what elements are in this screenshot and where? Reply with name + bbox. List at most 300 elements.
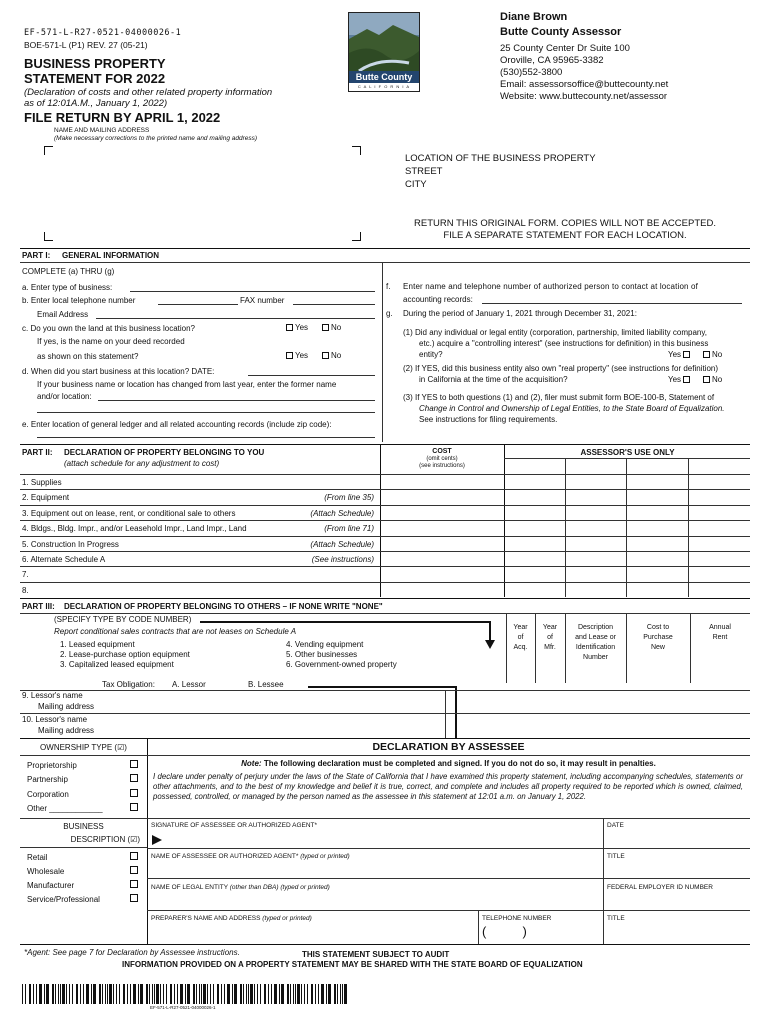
part1-f2-label: accounting records: (403, 295, 473, 304)
name-agent-note: (typed or printed) (300, 853, 350, 860)
barcode-bar (326, 984, 327, 1004)
mailing-address-window[interactable] (44, 146, 274, 238)
business-description-label2: DESCRIPTION (☑) (70, 835, 140, 844)
sign-here-arrow-icon (152, 835, 162, 845)
barcode-bar (109, 984, 112, 1004)
divider (20, 444, 750, 445)
contact-person-field[interactable] (482, 303, 742, 304)
assessor-address1: 25 County Center Dr Suite 100 (500, 43, 630, 54)
lessor-col-divider (445, 690, 446, 738)
q1-line1: (1) Did any individual or legal entity (corporation, partnership, limited liability company, (403, 328, 707, 337)
barcode-bar (29, 984, 31, 1004)
barcode-bar (301, 984, 302, 1004)
barcode-bar (234, 984, 237, 1004)
barcode-bar (321, 984, 324, 1004)
part1-e-label: e. Enter location of general ledger and all related accounting records (include zip code): (22, 420, 332, 429)
boe-shared-notice: INFORMATION PROVIDED ON A PROPERTY STATEMENT MAY BE SHARED WITH THE STATE BOARD OF EQUALIZATION (122, 960, 583, 969)
form-title-line2: STATEMENT FOR 2022 (24, 71, 166, 86)
former-name-field-2[interactable] (37, 412, 375, 413)
barcode-bar (123, 984, 125, 1004)
arrow-down-icon (485, 640, 495, 649)
barcode-bar (337, 984, 338, 1004)
barcode-bar (133, 984, 136, 1004)
business-service-checkbox[interactable] (130, 894, 138, 902)
ownership-corporation-checkbox[interactable] (130, 789, 138, 797)
barcode-bar (130, 984, 131, 1004)
barcode-bar (307, 984, 308, 1004)
deed-recorded-yes[interactable] (286, 351, 308, 360)
part1-d3-label: and/or location: (37, 392, 92, 401)
assessor-phone: (530)552-3800 (500, 67, 563, 78)
checkbox-icon[interactable] (322, 352, 329, 359)
form-id: BOE-571-L (P1) REV. 27 (05-21) (24, 40, 148, 50)
part1-c2-label: If yes, is the name on your deed recorded (37, 337, 185, 346)
barcode-bar (66, 984, 67, 1004)
q2-no[interactable] (703, 375, 722, 384)
barcode-bar (224, 984, 225, 1004)
part2-row-label: 5. Construction In Progress (22, 540, 119, 549)
part1-a-label: a. Enter type of business: (22, 283, 113, 292)
barcode-bar (201, 984, 202, 1004)
barcode-bar (246, 984, 247, 1004)
lessor9-label: 9. Lessor's name (22, 691, 83, 700)
barcode-bar (156, 984, 159, 1004)
assessor-name: Diane Brown (500, 11, 568, 23)
agent-footnote: *Agent: See page 7 for Declaration by Assessee instructions. (24, 948, 240, 957)
divider (20, 690, 750, 691)
declaration-note (147, 759, 750, 768)
part2-row-label: 8. (22, 586, 29, 595)
own-land-yes[interactable] (286, 323, 308, 332)
legal-entity-note: (other than DBA) (typed or printed) (229, 884, 330, 891)
part1-column-divider (382, 262, 383, 442)
tax-lessor-option[interactable]: A. Lessor (172, 680, 206, 689)
business-retail: Retail (27, 853, 48, 862)
part2-cost-cell[interactable] (381, 475, 503, 489)
part2-cost-cell[interactable] (381, 521, 503, 535)
barcode-bar (334, 984, 336, 1004)
divider (20, 755, 147, 756)
fax-label: FAX number (240, 296, 285, 305)
part2-heading: DECLARATION OF PROPERTY BELONGING TO YOU (64, 448, 265, 457)
part2-subheading: (attach schedule for any adjustment to cost) (64, 459, 220, 468)
barcode-bar (127, 984, 128, 1004)
note-label: Note: (241, 759, 262, 768)
barcode-bar (243, 984, 244, 1004)
barcode-bar (180, 984, 183, 1004)
legal-entity-label (151, 884, 330, 891)
barcode-bar (250, 984, 253, 1004)
audit-notice: THIS STATEMENT SUBJECT TO AUDIT (302, 950, 450, 959)
barcode-bar (39, 984, 42, 1004)
barcode-bar (22, 984, 23, 1004)
barcode-bar (196, 984, 197, 1004)
col-year-mfr-1: Year (542, 624, 558, 631)
checkbox-icon[interactable] (286, 352, 293, 359)
business-manufacturer: Manufacturer (27, 881, 75, 890)
barcode-bar (83, 984, 84, 1004)
barcode-bar (46, 984, 49, 1004)
email-field[interactable] (96, 318, 375, 319)
corner-bottom-right (352, 232, 361, 241)
assessor-column-1 (565, 458, 566, 597)
logo-text: Butte County (349, 71, 419, 83)
assessor-column-3 (688, 458, 689, 597)
divider (20, 818, 147, 819)
declaration-text: I declare under penalty of perjury under the laws of the State of California that I have examined this property statement, including accompanying schedules, statements or other attachments, and to the best of my knowledge and belief it is true, correct, and complete and includes all property required to be reported which is owned, claimed, possessed, controlled, or managed by the person named as the assessee in this statement at 12:01 a.m. on January 1, 2022. (153, 772, 743, 801)
col-cost-2: Purchase (643, 634, 673, 641)
barcode-bar (154, 984, 155, 1004)
assessor-email: Email: assessorsoffice@buttecounty.net (500, 79, 669, 90)
logo-subtext: C A L I F O R N I A (357, 84, 411, 89)
part2-row-note: (From line 71) (324, 524, 374, 533)
col-description (565, 623, 626, 663)
form-subtitle-line1: (Declaration of costs and other related property information (24, 87, 273, 98)
q3-line3: See instructions for filing requirements. (419, 415, 558, 424)
ownership-type-label: OWNERSHIP TYPE (☑) (40, 743, 127, 752)
part2-row-label: 3. Equipment out on lease, rent, or conditional sale to others (22, 509, 236, 518)
no-label: No (331, 351, 342, 360)
divider (20, 598, 750, 599)
barcode-bar (119, 984, 120, 1004)
barcode-bar (304, 984, 305, 1004)
declaration-col-divider (478, 910, 479, 944)
arrow-line (200, 621, 490, 623)
telephone-field[interactable]: ( ) (482, 924, 527, 939)
lessor10-label: 10. Lessor's name (22, 715, 88, 724)
part1-d2-label: If your business name or location has changed from last year, enter the former name (37, 380, 337, 389)
code-6: 6. Government-owned property (286, 660, 397, 669)
mailing10-label: Mailing address (38, 726, 95, 735)
divider (20, 613, 750, 614)
ownership-partnership-checkbox[interactable] (130, 774, 138, 782)
location-city[interactable]: CITY (405, 179, 427, 190)
ledger-location-field[interactable] (37, 437, 375, 438)
barcode-bar (328, 984, 331, 1004)
email-label: Email Address (37, 310, 89, 319)
barcode-icon (22, 984, 352, 1004)
barcode-bar (293, 984, 294, 1004)
divider (20, 738, 750, 739)
title2-label: TITLE (607, 915, 625, 922)
barcode-bar (185, 984, 186, 1004)
divider (504, 458, 750, 459)
yes-label: Yes (295, 323, 309, 332)
barcode-bar (193, 984, 195, 1004)
left-panel-divider (147, 738, 148, 944)
part1-b-label: b. Enter local telephone number (22, 296, 136, 305)
start-date-field[interactable] (248, 375, 375, 376)
col-cost-3: New (650, 644, 665, 651)
location-label: LOCATION OF THE BUSINESS PROPERTY (405, 153, 596, 164)
barcode-bar (315, 984, 316, 1004)
part1-heading-num: PART I: (22, 251, 51, 260)
col-cost-1: Cost to (646, 624, 670, 631)
corner-top-left (44, 146, 53, 155)
name-agent-label (151, 853, 350, 860)
mailing-note: (Make necessary corrections to the printed name and mailing address) (54, 135, 258, 142)
barcode-bar (76, 984, 78, 1004)
barcode-bar (281, 984, 284, 1004)
barcode-bar (271, 984, 272, 1004)
col-desc-3: Identification (575, 644, 616, 651)
barcode-bar (25, 984, 26, 1004)
q1-no[interactable] (703, 350, 722, 359)
barcode-bar (60, 984, 61, 1004)
col-rent-1: Annual (709, 624, 731, 631)
date-label: DATE (607, 822, 624, 829)
barcode-bar (152, 984, 153, 1004)
barcode-bar (210, 984, 211, 1004)
barcode-bar (174, 984, 175, 1004)
divider (147, 878, 750, 879)
date-field[interactable] (607, 832, 747, 846)
q1-yes[interactable] (668, 350, 692, 359)
barcode-bar (232, 984, 233, 1004)
part2-cost-cell[interactable] (381, 583, 503, 597)
business-retail-checkbox[interactable] (130, 852, 138, 860)
checkbox-icon[interactable] (703, 376, 710, 383)
arrow-line (308, 686, 456, 688)
barcode-bar (86, 984, 89, 1004)
code-1: 1. Leased equipment (60, 640, 135, 649)
location-street[interactable]: STREET (405, 166, 443, 177)
return-notice-2: FILE A SEPARATE STATEMENT FOR EACH LOCATION. (443, 230, 687, 241)
barcode-bar (102, 984, 103, 1004)
part2-cost-cell[interactable] (381, 537, 503, 551)
barcode-bar (240, 984, 242, 1004)
part2-cost-cell[interactable] (381, 490, 503, 504)
corner-bottom-left (44, 232, 53, 241)
business-wholesale-checkbox[interactable] (130, 866, 138, 874)
cost-header: COST (432, 448, 452, 455)
landscape-icon (349, 13, 419, 71)
part3-report-note: Report conditional sales contracts that are not leases on Schedule A (54, 627, 297, 636)
code-3: 3. Capitalized leased equipment (60, 660, 174, 669)
q2-yes[interactable] (668, 375, 692, 384)
divider (147, 755, 750, 756)
fein-label: FEDERAL EMPLOYER ID NUMBER (607, 884, 713, 891)
checkbox-icon[interactable] (286, 324, 293, 331)
barcode-bar (160, 984, 161, 1004)
signature-field[interactable] (166, 832, 598, 846)
business-description-label1: BUSINESS (63, 822, 104, 831)
part2-cost-cell[interactable] (381, 552, 503, 566)
corner-top-right (352, 146, 361, 155)
part3-heading-num: PART III: (22, 602, 55, 611)
checkbox-icon[interactable] (703, 351, 710, 358)
barcode-bar (44, 984, 45, 1004)
file-return-deadline: FILE RETURN BY APRIL 1, 2022 (24, 110, 221, 125)
declaration-heading: DECLARATION BY ASSESSEE (372, 741, 525, 753)
business-manufacturer-checkbox[interactable] (130, 880, 138, 888)
barcode-bar (140, 984, 143, 1004)
part2-row-label: 6. Alternate Schedule A (22, 555, 106, 564)
part1-complete: COMPLETE (a) THRU (g) (22, 267, 115, 276)
barcode-bar (227, 984, 230, 1004)
barcode-bar (99, 984, 101, 1004)
barcode-bar (93, 984, 96, 1004)
tax-lessee-option[interactable]: B. Lessee (248, 680, 284, 689)
barcode-bar (260, 984, 261, 1004)
name-agent-text: NAME OF ASSESSEE OR AUTHORIZED AGENT* (151, 853, 299, 860)
col-desc-4: Number (583, 654, 608, 661)
barcode-bar (318, 984, 319, 1004)
col-year-acq-1: Year (513, 624, 528, 631)
part2-cost-cell[interactable] (381, 567, 503, 581)
butte-county-logo (348, 12, 420, 92)
col-cost-to-purchase (626, 623, 690, 653)
barcode-bar (248, 984, 249, 1004)
part2-row-label: 1. Supplies (22, 478, 62, 487)
barcode-bar (221, 984, 222, 1004)
own-land-no[interactable] (322, 323, 341, 332)
part2-heading-num: PART II: (22, 448, 53, 457)
col-desc-1: Description (577, 624, 613, 631)
checkbox-icon[interactable] (683, 376, 690, 383)
barcode-bar (177, 984, 178, 1004)
assessor-address2: Oroville, CA 95965-3382 (500, 55, 604, 66)
barcode-bar (91, 984, 92, 1004)
barcode-bar (287, 984, 289, 1004)
q1-line3: entity? (419, 350, 443, 359)
ownership-other[interactable]: Other ____________ (27, 804, 103, 813)
divider (147, 848, 750, 849)
col-year-acq-3: Acq. (513, 644, 528, 651)
assessor-website: Website: www.buttecounty.net/assessor (500, 91, 668, 102)
part3-specify: (SPECIFY TYPE BY CODE NUMBER) (54, 615, 192, 624)
ownership-partnership: Partnership (27, 775, 68, 784)
ownership-other-checkbox[interactable] (130, 803, 138, 811)
q3-line2: Change in Control and Ownership of Legal Entities, to the State Board of Equalization. (419, 404, 725, 413)
barcode-bar (268, 984, 269, 1004)
barcode-bar (207, 984, 208, 1004)
col-desc-2: and Lease or (575, 634, 616, 641)
title-label: TITLE (607, 853, 625, 860)
barcode-bar (274, 984, 277, 1004)
business-wholesale: Wholesale (27, 867, 65, 876)
checkbox-icon[interactable] (683, 351, 690, 358)
part2-row-note: (From line 35) (324, 493, 374, 502)
col-annual-rent (690, 623, 750, 643)
form-code: EF-571-L-R27-0521-04000026-1 (24, 28, 182, 38)
col-year-mfr-2: of (547, 634, 553, 641)
checkbox-icon[interactable] (322, 324, 329, 331)
barcode-bar (340, 984, 341, 1004)
cost-subheader-1: (omit cents) (426, 456, 458, 462)
divider (20, 847, 147, 848)
col-year-acq (506, 623, 535, 653)
barcode-bar (311, 984, 313, 1004)
signature-label: SIGNATURE OF ASSESSEE OR AUTHORIZED AGENT* (151, 822, 318, 829)
preparer-note: (typed or printed) (262, 915, 312, 922)
code-2: 2. Lease-purchase option equipment (60, 650, 190, 659)
barcode-bar (149, 984, 150, 1004)
barcode-bar (217, 984, 219, 1004)
col-year-mfr (535, 623, 565, 653)
barcode-bar (107, 984, 108, 1004)
barcode-bar (279, 984, 280, 1004)
barcode-bar (62, 984, 65, 1004)
barcode-bar (116, 984, 117, 1004)
barcode-bar (69, 984, 70, 1004)
deed-recorded-no[interactable] (322, 351, 341, 360)
barcode-bar (297, 984, 300, 1004)
divider (147, 818, 750, 819)
preparer-text: PREPARER'S NAME AND ADDRESS (151, 915, 261, 922)
barcode-bar (166, 984, 167, 1004)
col-year-mfr-3: Mfr. (544, 644, 556, 651)
form-title-line1: BUSINESS PROPERTY (24, 56, 166, 71)
yes-label: Yes (295, 351, 309, 360)
code-5: 5. Other businesses (286, 650, 358, 659)
divider (20, 944, 750, 945)
cost-subheader-2: (see instructions) (419, 463, 465, 469)
part3-heading: DECLARATION OF PROPERTY BELONGING TO OTHERS – IF NONE WRITE "NONE" (64, 602, 383, 611)
code-4: 4. Vending equipment (286, 640, 364, 649)
note-text: The following declaration must be completed and signed. If you do not do so, it may result in penalties. (263, 759, 656, 768)
barcode-bar (36, 984, 37, 1004)
barcode-bar (170, 984, 172, 1004)
barcode-bar (146, 984, 148, 1004)
ownership-proprietorship: Proprietorship (27, 761, 77, 770)
barcode-bar (344, 984, 347, 1004)
barcode-bar (342, 984, 343, 1004)
ownership-proprietorship-checkbox[interactable] (130, 760, 138, 768)
tax-obligation-label: Tax Obligation: (102, 680, 155, 689)
assessor-column-2 (626, 458, 627, 597)
col-year-acq-2: of (517, 634, 524, 641)
barcode-bar (203, 984, 206, 1004)
barcode-bar (295, 984, 296, 1004)
declaration-col-divider (603, 818, 604, 944)
part2-row-label: 7. (22, 570, 29, 579)
part1-f-letter: f. (386, 282, 391, 291)
form-subtitle-line2: as of 12:01A.M., January 1, 2022) (24, 98, 168, 109)
part2-row-label: 4. Bldgs., Bldg. Impr., and/or Leasehold Impr., Land Impr., Land (22, 524, 247, 533)
barcode-bar (254, 984, 255, 1004)
barcode-bar (138, 984, 139, 1004)
barcode-bar (55, 984, 56, 1004)
barcode-bar (213, 984, 214, 1004)
yes-label: Yes (668, 350, 682, 359)
preparer-label (151, 915, 312, 922)
barcode-bar (58, 984, 59, 1004)
part1-f-label: Enter name and telephone number of authorized person to contact at location of (403, 282, 698, 291)
no-label: No (712, 350, 723, 359)
former-name-field[interactable] (98, 400, 375, 401)
assessor-title: Butte County Assessor (500, 26, 622, 38)
barcode-bar (52, 984, 54, 1004)
barcode-bar (264, 984, 266, 1004)
business-type-field[interactable] (130, 291, 375, 292)
fax-field[interactable] (293, 304, 375, 305)
ownership-corporation: Corporation (27, 790, 69, 799)
part1-c-label: c. Do you own the land at this business location? (22, 324, 195, 333)
barcode-bar (199, 984, 200, 1004)
barcode-bar (187, 984, 190, 1004)
telephone-field[interactable] (158, 304, 238, 305)
return-notice-1: RETURN THIS ORIGINAL FORM. COPIES WILL NOT BE ACCEPTED. (414, 218, 716, 229)
part2-cost-cell[interactable] (381, 506, 503, 520)
mailing-label: NAME AND MAILING ADDRESS (54, 127, 150, 134)
barcode-caption: EF-571-L-R27-0521-04000026-1 (150, 1005, 216, 1010)
divider (147, 910, 750, 911)
barcode-bar (80, 984, 81, 1004)
barcode-bar (257, 984, 258, 1004)
yes-label: Yes (668, 375, 682, 384)
part1-g-label: During the period of January 1, 2021 through December 31, 2021: (403, 309, 637, 318)
